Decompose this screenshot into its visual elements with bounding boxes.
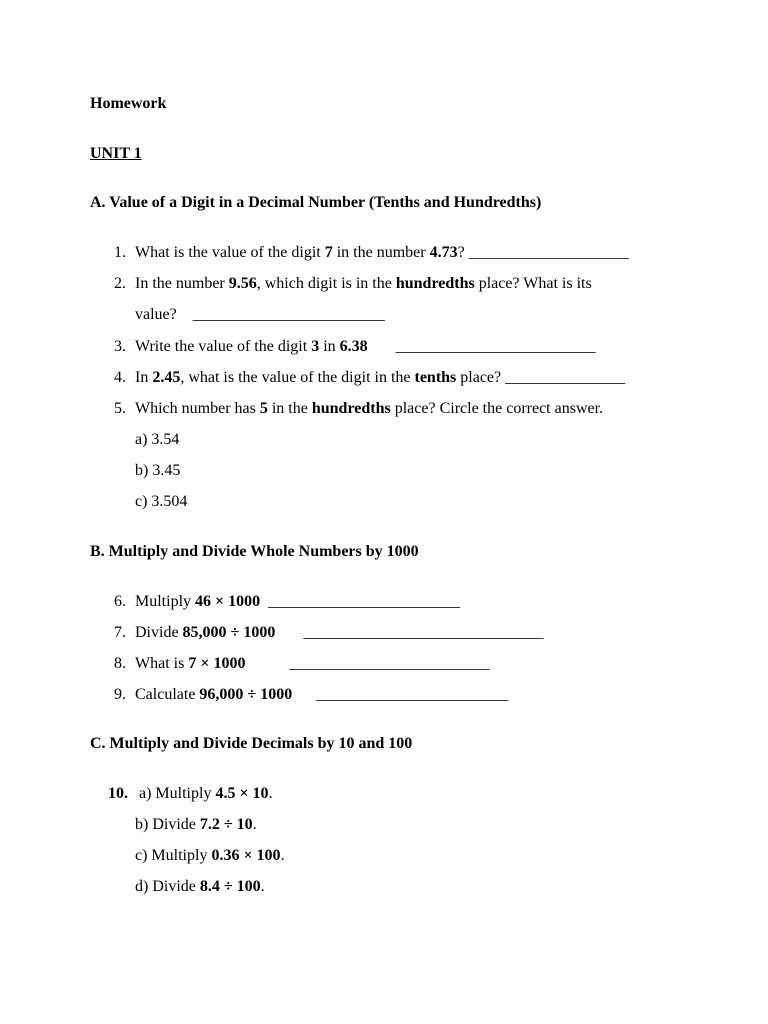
q7-number: 7. <box>114 624 126 641</box>
q5-option-b: b) 3.45 <box>135 462 181 479</box>
q9-number: 9. <box>114 686 126 703</box>
section-a-heading: A. Value of a Digit in a Decimal Number (Tenths and Hundredths) <box>90 194 542 211</box>
section-b-heading: B. Multiply and Divide Whole Numbers by 1000 <box>90 543 419 560</box>
q5-text: Which number has 5 in the hundredths place? Circle the correct answer. <box>135 400 604 417</box>
doc-title: Homework <box>90 95 167 112</box>
unit-heading: UNIT 1 <box>90 145 142 162</box>
q10b-text: b) Divide 7.2 ÷ 10. <box>135 816 257 833</box>
q2-number: 2. <box>114 275 126 292</box>
q10a-text: a) Multiply 4.5 × 10. <box>135 785 273 802</box>
q2-text: In the number 9.56, which digit is in the hundredths place? What is its <box>135 275 592 292</box>
q10d-text: d) Divide 8.4 ÷ 100. <box>135 878 265 895</box>
q5-option-c: c) 3.504 <box>135 493 188 510</box>
q5-number: 5. <box>114 400 126 417</box>
q1-text: What is the value of the digit 7 in the number 4.73? ____________________ <box>135 244 629 261</box>
q6-text: Multiply 46 × 1000 ________________________ <box>135 593 461 610</box>
q8-text: What is 7 × 1000 _________________________ <box>135 655 490 672</box>
section-c-heading: C. Multiply and Divide Decimals by 10 and 100 <box>90 735 413 752</box>
q1-number: 1. <box>114 244 126 261</box>
q4-number: 4. <box>114 369 126 386</box>
q3-text: Write the value of the digit 3 in 6.38 _________________________ <box>135 338 596 355</box>
q6-number: 6. <box>114 593 126 610</box>
q3-number: 3. <box>114 338 126 355</box>
q8-number: 8. <box>114 655 126 672</box>
q9-text: Calculate 96,000 ÷ 1000 ________________________ <box>135 686 509 703</box>
q4-text: In 2.45, what is the value of the digit in the tenths place? _______________ <box>135 369 626 386</box>
q10c-text: c) Multiply 0.36 × 100. <box>135 847 285 864</box>
q2-text-continued: value? ________________________ <box>135 306 385 323</box>
q10-number: 10. <box>108 785 128 802</box>
q5-option-a: a) 3.54 <box>135 431 180 448</box>
q7-text: Divide 85,000 ÷ 1000 ______________________________ <box>135 624 544 641</box>
